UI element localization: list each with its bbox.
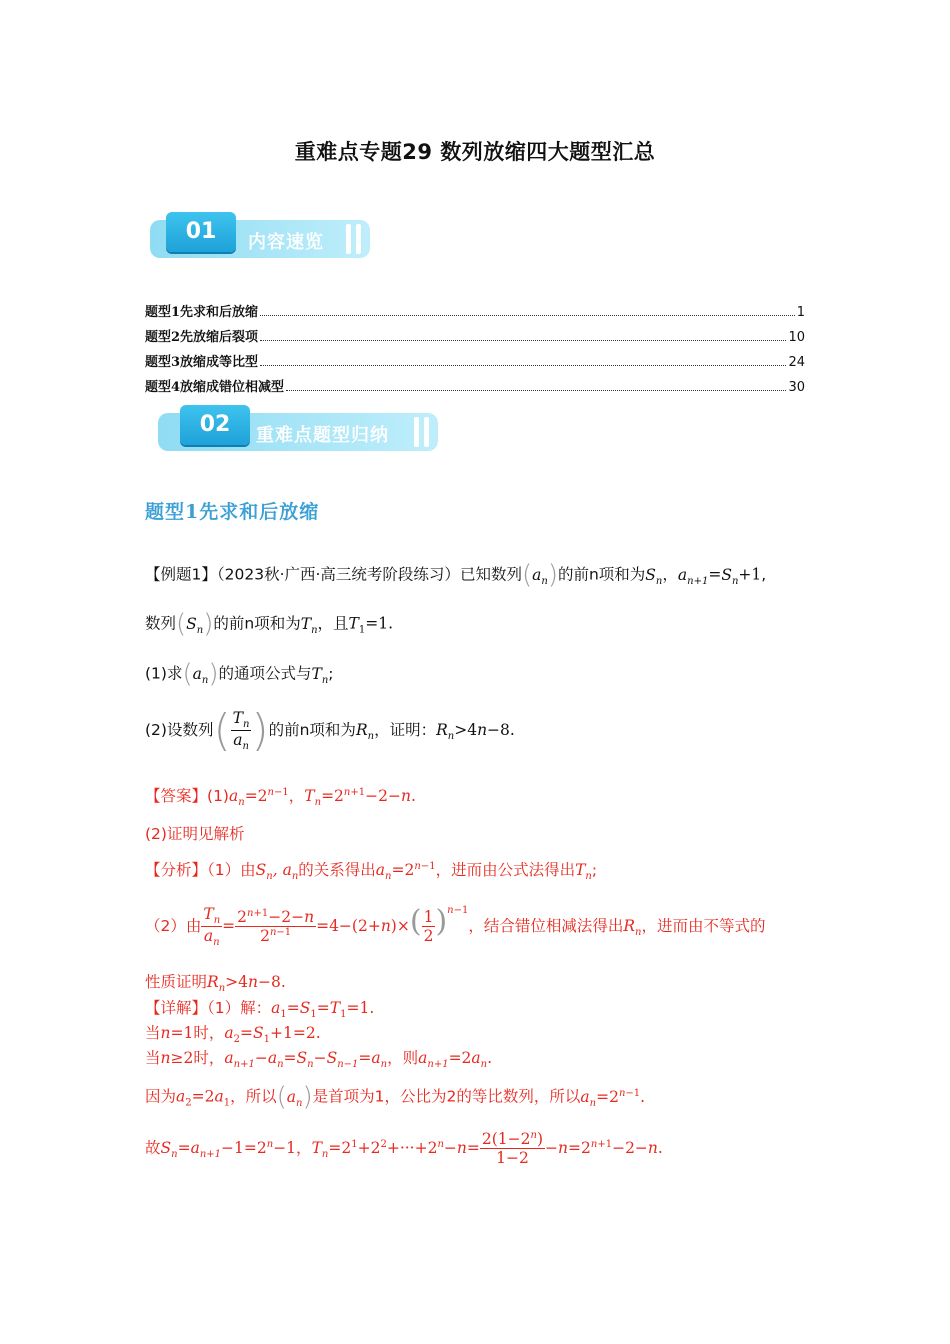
- text: 的关系得出: [298, 861, 376, 879]
- page-title: 重难点专题29 数列放缩四大题型汇总: [294, 140, 656, 164]
- text: ，进而由不等式的: [641, 917, 766, 935]
- toc-leader: [286, 390, 786, 391]
- detail-line-4: 因为$a_2=2a_1$，所以$(a_n)$是首项为1，公比为2的等比数列，所以$a_n=2^{n-1}$.: [145, 1082, 646, 1112]
- text: (1)求: [145, 664, 183, 683]
- detail-line-1: 【详解】（1）解：$a_1=S_1=T_1=1$.: [145, 999, 375, 1021]
- detail-line-2: 当n=1时，$a_2=S_1+1=2$.: [145, 1024, 321, 1046]
- text: 当: [145, 1024, 161, 1042]
- toc-leader: [260, 340, 786, 341]
- text: ，进而由公式法得出: [435, 861, 576, 879]
- text: 数列: [145, 614, 177, 633]
- analysis-line-2: （2）由 $\frac{T_n}{a_n}$ = $\frac{2^{n+1}-2-n}{2^{n-1}}$ =4−(2+n)×( $\frac{1}{2}$ )$^{n-1}$，结合错位相减法得出$R_n$，进而由不等式的: [145, 904, 766, 949]
- example-line-1: 【例题1】（2023秋·广西·高三统考阶段练习）已知数列$(a_n)$的前n项和为$S_n$，$a_{n+1}=S_n+1$,: [145, 560, 767, 590]
- toc-entry[interactable]: [145, 327, 805, 345]
- text: 是首项为1，公比为2的等比数列，所以: [312, 1087, 581, 1106]
- banner-stripe: [356, 224, 361, 254]
- text: （1）解：: [207, 999, 272, 1017]
- toc-entry-title: 题型4放缩成错位相减型: [145, 380, 285, 395]
- text: 的通项公式与: [218, 664, 312, 683]
- section-banner-contents: [150, 212, 375, 258]
- text: ，结合错位相减法得出: [468, 917, 624, 935]
- detail-line-5: 故$S_n=a_{n+1}-1=2^n-1$，$T_n=2^1+2^2+\cdot\cdot\cdot+2^n-n=$ $\frac{2(1-2^n)}{1-2}$ $-n=2^{n+1}-2-n$.: [145, 1130, 663, 1168]
- section-title: 题型1先求和后放缩: [145, 501, 320, 523]
- detail-label: 【详解】: [145, 999, 208, 1017]
- answer-line-1: 【答案】$(1)a_n=2^{n-1}$，$T_n=2^{n+1}-2-n$.: [145, 786, 416, 809]
- toc-entry-page: 1: [796, 305, 805, 320]
- section-banner-types: [158, 405, 443, 451]
- text: 的前n项和为: [557, 565, 646, 584]
- text: (2)设数列: [145, 721, 214, 739]
- text: （1）由: [207, 861, 256, 879]
- text: 已知数列: [459, 565, 522, 584]
- text: 故: [145, 1139, 161, 1158]
- banner-label: 内容速览: [248, 232, 324, 253]
- detail-line-3: 当n≥2时，$a_{n+1}-a_n=S_n-S_{n-1}=a_n$，则$a_{n+1}=2a_n$.: [145, 1049, 493, 1071]
- analysis-line-1: 【分析】（1）由$S_n$, $a_n$的关系得出$a_n=2^{n-1}$，进而由公式法得出$T_n$;: [145, 860, 598, 883]
- toc-leader: [260, 365, 786, 366]
- text: 当: [145, 1049, 161, 1067]
- toc-entry-page: 30: [788, 380, 805, 395]
- example-source: （2023秋·广西·高三统考阶段练习）: [216, 565, 460, 584]
- toc-entry-title: 题型1先求和后放缩: [145, 305, 259, 320]
- toc-leader: [260, 315, 795, 316]
- text: ，则: [387, 1049, 419, 1067]
- text: 的前n项和为: [213, 614, 301, 633]
- text: 时，: [193, 1049, 225, 1067]
- banner-stripe: [346, 224, 351, 254]
- text: （2）由: [145, 917, 202, 935]
- banner-number: 01: [166, 212, 236, 252]
- toc-entry[interactable]: [145, 302, 805, 320]
- example-label: 【例题1】: [145, 565, 217, 584]
- toc-entry-page: 24: [788, 355, 805, 370]
- banner-number: 02: [180, 405, 250, 445]
- analysis-line-3: 性质证明$R_n>4n-8$.: [145, 973, 286, 995]
- text: ，所以: [230, 1087, 277, 1106]
- text: 因为: [145, 1087, 177, 1106]
- toc-entry-page: 10: [788, 330, 805, 345]
- toc-entry[interactable]: [145, 377, 805, 395]
- text: 性质证明: [145, 973, 208, 991]
- answer-line-2: (2)证明见解析: [145, 825, 245, 843]
- banner-stripe: [424, 417, 429, 447]
- banner-stripe: [414, 417, 419, 447]
- text: ，且: [317, 614, 349, 633]
- text: 时，: [193, 1024, 225, 1042]
- analysis-label: 【分析】: [145, 861, 208, 879]
- text: (1): [207, 787, 229, 805]
- banner-label: 重难点题型归纳: [256, 425, 389, 446]
- toc-entry[interactable]: [145, 352, 805, 370]
- example-q1: (1)求$(a_n)$的通项公式与$T_n$;: [145, 659, 334, 689]
- example-q2: (2)设数列( $\frac{T_n}{a_n}$ )的前n项和为$R_n$，证明：$R_n>4n-8$.: [145, 705, 515, 756]
- text: 的前n项和为: [268, 721, 356, 739]
- answer-label: 【答案】: [145, 787, 208, 805]
- toc-entry-title: 题型3放缩成等比型: [145, 355, 259, 370]
- toc-entry-title: 题型2先放缩后裂项: [145, 330, 259, 345]
- example-line-2: 数列$(S_n)$的前n项和为$T_n$，且$T_1=1$.: [145, 609, 394, 639]
- text: ，证明：: [374, 721, 437, 739]
